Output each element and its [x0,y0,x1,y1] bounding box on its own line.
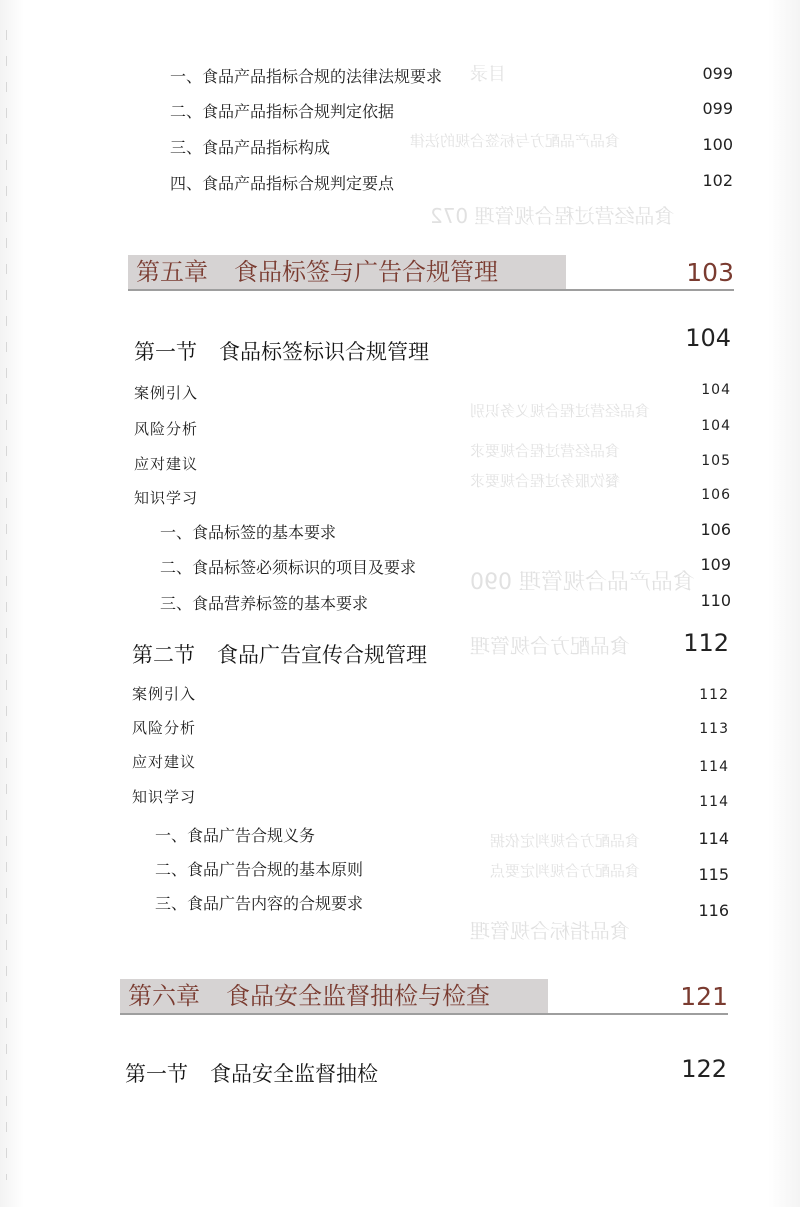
show-through-text: 食品经营过程合规要求 [470,442,621,460]
toc-page-number: 116 [698,901,729,920]
toc-item-label: 风险分析 [132,719,197,737]
toc-item[interactable] [134,418,731,439]
section-title: 食品广告宣传合规管理 [217,643,427,667]
chapter-name: 食品安全监督抽检与检查 [226,982,490,1010]
show-through-text: 食品产品配方与标签合规的法律 [410,132,621,150]
toc-section[interactable] [125,1055,727,1088]
toc-subitem-label: 三、食品产品指标构成 [170,138,331,157]
toc-item-label: 知识学习 [134,489,199,507]
chapter-title [136,255,498,289]
show-through-text: 目录 [470,64,506,85]
toc-page-number: 103 [686,258,734,287]
toc-page-number: 114 [698,829,729,848]
chapter-number: 第六章 [128,982,200,1010]
chapter-number: 第五章 [136,258,208,286]
toc-page-number: 102 [702,171,733,190]
toc-page-number: 099 [702,99,733,118]
toc-page-number: 113 [699,721,729,737]
toc-item-label: 案例引入 [132,685,197,703]
show-through-text: 食品配方合规判定依据 [490,832,641,850]
toc-subitem-label: 四、食品产品指标合规判定要点 [170,174,395,193]
toc-page-number: 122 [681,1055,727,1083]
chapter-rule [120,1013,728,1015]
toc-item-label: 知识学习 [132,788,197,806]
toc-subitem-label: 二、食品标签必须标识的项目及要求 [160,558,417,577]
toc-item-label: 风险分析 [134,420,199,438]
chapter-name: 食品标签与广告合规管理 [234,258,498,286]
toc-page-number: 112 [683,629,729,657]
toc-page-number: 109 [700,555,731,574]
toc-item-label: 案例引入 [134,384,199,402]
toc-subitem[interactable] [155,857,729,884]
toc-subitem[interactable] [160,591,731,614]
chapter-heading[interactable] [128,255,734,291]
page-edge-marks [6,30,7,1180]
toc-subitem-label: 一、食品标签的基本要求 [160,523,337,542]
toc-subitem[interactable] [170,171,733,194]
toc-item[interactable] [134,453,731,474]
toc-subitem-label: 二、食品广告合规的基本原则 [155,860,364,879]
section-title: 食品标签标识合规管理 [219,340,429,364]
section-number: 第二节 [132,643,195,667]
show-through-text: 食品指标合规管理 [470,919,630,943]
show-through-text: 食品经营过程合规管理 072 [430,204,675,228]
toc-page-number: 106 [701,487,731,503]
toc-page-number: 106 [700,520,731,539]
toc-item[interactable] [134,487,731,508]
toc-item[interactable] [132,786,729,810]
show-through-text: 食品经营过程合规义务识别 [470,402,651,420]
toc-subitem[interactable] [170,64,733,87]
show-through-text: 餐饮服务过程合规要求 [470,472,621,490]
toc-item-label: 应对建议 [134,455,199,473]
toc-subitem[interactable] [155,891,729,920]
toc-subitem[interactable] [155,823,729,846]
toc-page-number: 114 [699,759,729,775]
toc-page-number: 100 [702,135,733,154]
toc-subitem-label: 一、食品产品指标合规的法律法规要求 [170,67,443,86]
section-title: 食品安全监督抽检 [210,1062,378,1086]
toc-page-number: 104 [701,418,731,434]
toc-page-number: 114 [699,794,729,810]
toc-subitem-label: 三、食品广告内容的合规要求 [155,894,364,913]
toc-item[interactable] [132,683,729,704]
toc-page-number: 105 [701,453,731,469]
toc-subitem[interactable] [160,520,731,543]
toc-page-number: 115 [698,865,729,884]
toc-page-number: 099 [702,64,733,83]
toc-section[interactable] [134,324,731,366]
toc-section[interactable] [132,629,729,669]
toc-page-number: 104 [701,382,731,398]
show-through-text: 食品产品合规管理 090 [470,570,695,595]
toc-item-label: 应对建议 [132,753,197,771]
chapter-heading[interactable] [120,979,728,1015]
toc-page-number: 121 [680,982,728,1011]
toc-item[interactable] [132,751,729,775]
toc-page-number: 112 [699,687,729,703]
toc-subitem[interactable] [160,555,731,578]
show-through-text: 食品配方合规判定要点 [490,862,641,880]
toc-subitem-label: 一、食品广告合规义务 [155,826,316,845]
toc-page-number: 104 [685,324,731,352]
chapter-rule [128,289,734,291]
toc-subitem-label: 二、食品产品指标合规判定依据 [170,102,395,121]
toc-subitem[interactable] [170,99,733,122]
toc-item[interactable] [132,717,729,738]
chapter-title [128,979,490,1013]
toc-page-number: 110 [700,591,731,610]
show-through-text: 食品配方合规管理 [470,634,630,658]
toc-subitem-label: 三、食品营养标签的基本要求 [160,594,369,613]
section-number: 第一节 [125,1062,188,1086]
toc-item[interactable] [134,382,731,403]
section-number: 第一节 [134,340,197,364]
toc-subitem[interactable] [170,135,733,158]
